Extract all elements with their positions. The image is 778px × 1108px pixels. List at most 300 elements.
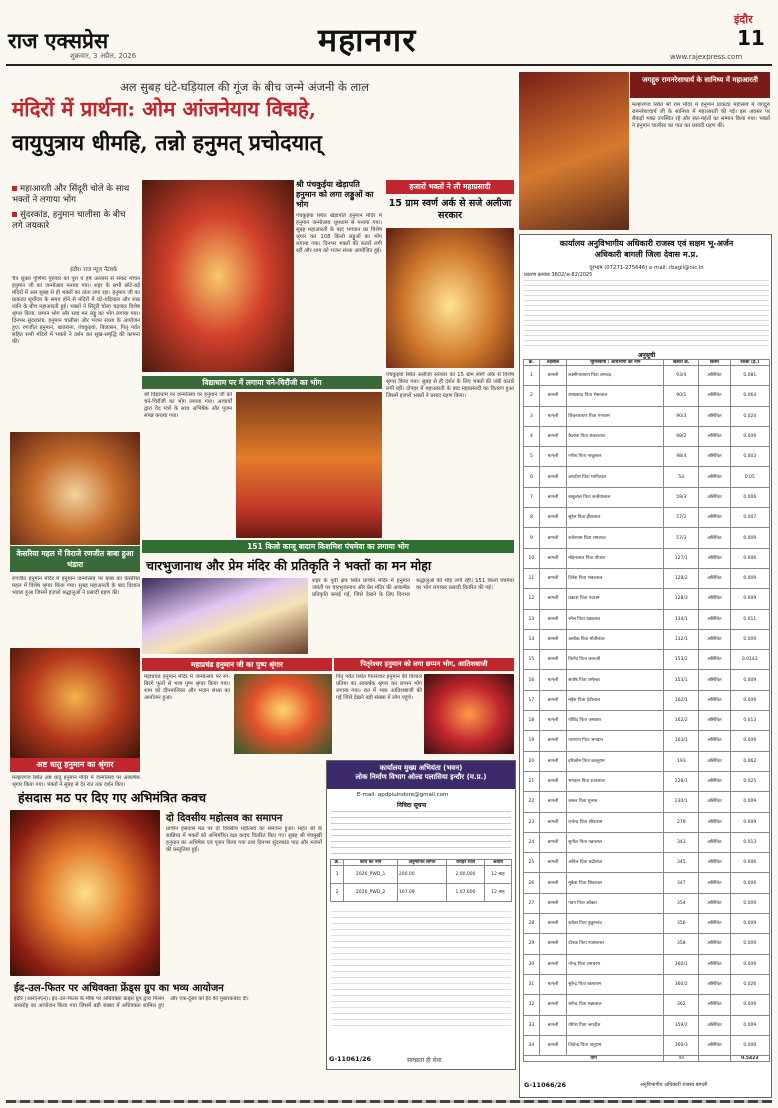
notice-table-row-cell: अशोक पिता मोतीलाल — [567, 629, 664, 649]
notice-table-row-cell: बागली — [539, 873, 567, 893]
notice-table-row-cell: 17 — [524, 690, 540, 710]
notice-table-row-cell: बागली — [539, 914, 567, 934]
bullet-1 — [12, 184, 136, 206]
notice-table-row-cell: 59/3 — [664, 487, 699, 507]
notice-table-row-cell: 0.009 — [730, 995, 769, 1015]
notice-table-row-cell: लक्ष्मीनारायण पिता रामचंद्र — [567, 366, 664, 386]
notice-table-row — [524, 873, 770, 893]
mahaprachand-title-text: महाप्रचंड हनुमान जी का पुष्प श्रृंगार — [191, 660, 283, 669]
pitreshwar-body: पितृ पर्वत स्थित पितरेश्वर हनुमान की विशाल प्रतिमा का आकर्षक श्रृंगार कर छप्पन भोग लगाया गया। रात में भव्य आतिशबाजी की गई जिसे देखने बड़ी संख्या में लोग पहुंचे। — [336, 674, 422, 701]
notice-table-row-cell: 347 — [664, 873, 699, 893]
notice-table-row-cell: बागली — [539, 548, 567, 568]
notice-total-count: 44 — [664, 1056, 699, 1062]
notice-table-row-cell: बाबूलाल पिता कन्हैयालाल — [567, 487, 664, 507]
notice-table-row-cell: 0.006 — [730, 487, 769, 507]
pwd-table-row — [331, 866, 512, 884]
pwd-table-row-cell: 12 माह — [484, 866, 511, 884]
notice-table-row-cell: बागली — [539, 447, 567, 467]
notice-table-row — [524, 508, 770, 528]
notice-table-row-cell: 90/1 — [664, 386, 699, 406]
notice-table-row-cell: 32 — [524, 995, 540, 1015]
pwd-table-row-cell: 107.09 — [397, 884, 446, 902]
notice-table-row — [524, 406, 770, 426]
notice-table-row — [524, 853, 770, 873]
notice-table-row-cell: 90/3 — [664, 406, 699, 426]
notice-table-row-cell: बागली — [539, 893, 567, 913]
photo-pitreshwar — [424, 674, 514, 754]
notice-table-row-cell: बागली — [539, 974, 567, 994]
pwd-table-row — [331, 884, 512, 902]
notice-table-row-cell: 0.024 — [730, 406, 769, 426]
notice-table-row-cell: कैलाश पिता शंकरलाल — [567, 426, 664, 446]
notice-total-area: 0.5423 — [730, 1056, 769, 1062]
notice-table-row — [524, 832, 770, 852]
notice-table-row — [524, 812, 770, 832]
notice-table-row — [524, 771, 770, 791]
notice-table-row-cell: बागली — [539, 508, 567, 528]
notice-table-row-cell: हरिओम पिता कालूराम — [567, 751, 664, 771]
notice-table-row-cell: असिंचित — [699, 487, 730, 507]
notice-title1: कार्यालय अनुविभागीय अधिकारी राजस्व एवं सक्षम भू-अर्जन — [559, 239, 734, 248]
notice-table-row — [524, 690, 770, 710]
notice-phone: दूरभाष (07271-275646) e-mail: rbagli@nic.in — [589, 265, 704, 271]
notice-table-row-cell: असिंचित — [699, 366, 730, 386]
notice-table-row-cell: 0.006 — [730, 548, 769, 568]
notice-table-row — [524, 426, 770, 446]
notice-table-row-cell: 360/3 — [664, 1035, 699, 1055]
notice-table-row-cell: असिंचित — [699, 731, 730, 751]
notice-table-row — [524, 974, 770, 994]
notice-table-row-cell: 0.009 — [730, 589, 769, 609]
pwd-ad-title1: कार्यालय मुख्य अभियंता (भवन) — [379, 764, 463, 772]
notice-table-row-cell: बागली — [539, 650, 567, 670]
lead-kicker: अल सुबह घंटे-घड़ियाल की गूंज के बीच जन्मे अंजनी के लाल — [120, 80, 370, 94]
notice-table-row-cell: भगवान पिता रतनलाल — [567, 771, 664, 791]
notice-table-row — [524, 568, 770, 588]
vidyadham-body: श्री विद्याधाम पर जन्मोत्सव पर हनुमान जी को चने-चिरौंजी का भोग लगाया गया। आचार्यों द्वारा वेद मंत्रों के साथ अभिषेक और पूजन संपन्न कराया गया। — [144, 392, 232, 419]
pwd-ad-code: G-11061/26 — [329, 1055, 372, 1063]
notice-table-row-cell: 11 — [524, 568, 540, 588]
notice-table-row-cell: असिंचित — [699, 934, 730, 954]
notice-table-row-cell: 128/3 — [664, 589, 699, 609]
section-title: महानगर — [318, 21, 417, 59]
kaju-banner — [142, 540, 514, 553]
notice-col-header: क्र. — [524, 360, 540, 366]
pwd-col-header: अवधि — [484, 860, 511, 866]
notice-table-row — [524, 487, 770, 507]
eid-title: ईद-उल-फितर पर अधिवक्ता फ्रेंड्स ग्रुप का भव्य आयोजन — [14, 983, 224, 994]
ashtdhatu-caption-text: अष्ट धातु हनुमान का श्रृंगार — [36, 760, 114, 769]
notice-table-row-cell: 14 — [524, 629, 540, 649]
notice-table-row-cell: असिंचित — [699, 893, 730, 913]
notice-table-row-cell: असिंचित — [699, 589, 730, 609]
notice-table-row-cell: बागली — [539, 487, 567, 507]
notice-table-row-cell: बागली — [539, 934, 567, 954]
notice-table-row-cell: 9 — [524, 528, 540, 548]
notice-table-row-cell: 0.025 — [730, 771, 769, 791]
notice-table-row-cell: असिंचित — [699, 873, 730, 893]
notice-table-row-cell: 162/2 — [664, 711, 699, 731]
notice-col-header: भूमिस्वामी / अधिभोगी का नाम — [567, 360, 664, 366]
notice-table-row-cell: शिवनारायण पिता गंगाराम — [567, 406, 664, 426]
notice-table-row-cell: 0.05 — [730, 467, 769, 487]
notice-table-row-cell: 153/2 — [664, 650, 699, 670]
pitreshwar-title — [334, 658, 514, 671]
mahaprachand-title — [142, 658, 332, 671]
notice-table-row — [524, 751, 770, 771]
notice-table-row — [524, 589, 770, 609]
notice-table-row-cell: 0.009 — [730, 528, 769, 548]
mahaprasadi-body: पंचकुइया स्थित अलीजा सरकार का 15 ग्राम स्वर्ण अर्क से विशेष श्रृंगार किया गया। सुबह से ही दर्शन के लिए भक्तों की लंबी कतारें लगी रहीं। दोपहर में महाआरती के बाद महाप्रसादी का वितरण हुआ जिसमें हजारों भक्तों ने प्रसाद ग्रहण किया। — [386, 372, 514, 399]
notice-table-row-cell: 24 — [524, 832, 540, 852]
notice-table-row-cell: 0.009 — [730, 893, 769, 913]
notice-table-row-cell: विनोद पिता लालजी — [567, 650, 664, 670]
notice-table-row — [524, 1035, 770, 1055]
notice-table-row-cell: 0.009 — [730, 1015, 769, 1035]
ashtdhatu-caption — [10, 758, 140, 772]
notice-table-row-cell: असिंचित — [699, 650, 730, 670]
notice-table-row-cell: पवन पिता ओंकार — [567, 893, 664, 913]
notice-table-row-cell: बागली — [539, 711, 567, 731]
notice-table-row-cell: महेश पिता देवीलाल — [567, 690, 664, 710]
pwd-table-wrap — [330, 859, 512, 902]
pwd-col-header: अनुमानित लागत — [397, 860, 446, 866]
notice-table-row-cell: धर्मेन्द्र पिता मन्नालाल — [567, 995, 664, 1015]
notice-table-row — [524, 629, 770, 649]
notice-table-row-cell: 3 — [524, 406, 540, 426]
right-story-body: मल्हारगंज स्थित श्री राम मंदिर में हनुमान प्राकट्य महोत्सव में जगद्गुरु रामनरेशाचार्य जी के सानिध्य में महाआरती की गई। इस अवसर पर सैकड़ों भक्त उपस्थित रहे और संत-महंतों का सम्मान किया गया। भक्तों ने हनुमान चालीसा का पाठ कर प्रसादी ग्रहण की। — [632, 102, 770, 129]
notice-table-row-cell: 5 — [524, 447, 540, 467]
notice-table-row-cell: अनिल पिता बद्रीलाल — [567, 853, 664, 873]
notice-table-row-cell: 162/1 — [664, 690, 699, 710]
bullet-1-text: महाआरती और सिंदूरी चोले के साथ भक्तों ने लगाया भोग — [12, 184, 130, 205]
notice-table-row — [524, 650, 770, 670]
notice-section-title: अनुसूची — [637, 352, 656, 359]
notice-table-row-cell: बागली — [539, 832, 567, 852]
notice-table-row-cell: असिंचित — [699, 792, 730, 812]
masthead — [0, 0, 778, 72]
notice-table-row-cell: 354 — [664, 893, 699, 913]
notice-table-row-cell: 0.081 — [730, 366, 769, 386]
notice-title2: अधिकारी बागली जिला देवास म.प्र. — [594, 250, 699, 259]
notice-table-row-cell: दीपक पिता श्यामलाल — [567, 934, 664, 954]
notice-table-row-cell: 0.009 — [730, 568, 769, 588]
notice-table-row-cell: बागली — [539, 426, 567, 446]
pwd-ad-email: E-mail: apdpiuindore@gmail.com — [357, 792, 449, 798]
notice-table-row-cell: असिंचित — [699, 1015, 730, 1035]
notice-table-row-cell: 4 — [524, 426, 540, 446]
notice-table-row-cell: 98/4 — [664, 447, 699, 467]
notice-table-row — [524, 893, 770, 913]
notice-table-row-cell: 127/1 — [664, 548, 699, 568]
notice-table-row-cell: बागली — [539, 731, 567, 751]
notice-table-row-cell: बागली — [539, 528, 567, 548]
notice-table-row-cell: असिंचित — [699, 954, 730, 974]
notice-table-row-cell: 33 — [524, 1015, 540, 1035]
notice-table-row-cell: 193 — [664, 751, 699, 771]
kesariya-body: रणजीत हनुमान मंदिर में हनुमान जन्मोत्सव पर बाबा का केसरिया महल में विशेष श्रृंगार किया गया। सुबह महाआरती के बाद विशाल भंडारा हुआ जिसमें हजारों श्रद्धालुओं ने प्रसादी ग्रहण की। — [12, 576, 140, 596]
notice-table-row-cell: बागली — [539, 812, 567, 832]
notice-table-row — [524, 934, 770, 954]
notice-table-row — [524, 366, 770, 386]
notice-table-row-cell: 27 — [524, 893, 540, 913]
mahaprasadi-story — [386, 180, 514, 222]
notice-table-row-cell: 21 — [524, 771, 540, 791]
notice-table-row-cell: 279 — [664, 812, 699, 832]
notice-table-row — [524, 467, 770, 487]
byline: इंदौर। राज न्यूज नेटवर्क — [70, 267, 118, 273]
brand-logo: राज एक्सप्रेस — [8, 28, 109, 53]
notice-table-row-cell: असिंचित — [699, 812, 730, 832]
notice-table-row-cell: 0.007 — [730, 508, 769, 528]
notice-table-row-cell: 132/1 — [664, 629, 699, 649]
notice-table-row-cell: असिंचित — [699, 995, 730, 1015]
notice-table-row — [524, 954, 770, 974]
issue-date: शुक्रवार, 3 अप्रैल, 2026 — [70, 52, 137, 60]
notice-table-row-cell: असिंचित — [699, 406, 730, 426]
right-story-title — [630, 72, 770, 98]
notice-table-row-cell: रमेश पिता धन्नालाल — [567, 609, 664, 629]
notice-table-row-cell: बागली — [539, 1035, 567, 1055]
page-number: 11 — [737, 26, 765, 50]
pwd-ad-header — [327, 761, 515, 789]
notice-table-row-cell: 13 — [524, 609, 540, 629]
notice-table-row-cell: रामप्रसाद पिता भेरूलाल — [567, 386, 664, 406]
notice-table-row-cell: 153/1 — [664, 670, 699, 690]
pwd-col-header: कार्य का नाम — [344, 860, 397, 866]
notice-table-row — [524, 609, 770, 629]
panchkuiya-story — [296, 180, 382, 372]
notice-table-row-cell: 10 — [524, 548, 540, 568]
photo-ramnareshacharya — [519, 72, 629, 230]
notice-table-row — [524, 914, 770, 934]
notice-col-header: खसरा क्र. — [664, 360, 699, 366]
notice-table-row-cell: 0.009 — [730, 1035, 769, 1055]
notice-table-row-cell: बागली — [539, 853, 567, 873]
notice-table-row-cell: 22 — [524, 792, 540, 812]
pwd-ad-slogan: स्वच्छता ही सेवा — [407, 1057, 442, 1064]
notice-table-row-cell: सुरेश पिता हीरालाल — [567, 508, 664, 528]
photo-panchkuiya — [142, 180, 294, 372]
notice-table-row-cell: 343 — [664, 832, 699, 852]
notice-table-row-cell: 0.003 — [730, 447, 769, 467]
photo-charbhuja — [142, 578, 308, 654]
notice-table-row-cell: बागली — [539, 1015, 567, 1035]
notice-table-row-cell: 0.006 — [730, 873, 769, 893]
notice-table-row-cell: 0.0143 — [730, 650, 769, 670]
notice-table-row-cell: असिंचित — [699, 1035, 730, 1055]
notice-table-row-cell: 15 — [524, 650, 540, 670]
notice-code: G-11066/26 — [524, 1081, 567, 1089]
notice-col-header: तहसील — [539, 360, 567, 366]
notice-table-row-cell: 26 — [524, 873, 540, 893]
notice-table-row — [524, 995, 770, 1015]
photo-hansdas — [10, 810, 160, 976]
notice-table-row-cell: 0.013 — [730, 832, 769, 852]
notice-table-row-cell: राकेश पिता हुकुमचंद — [567, 914, 664, 934]
pwd-table-row-cell: 2,00,000 — [447, 866, 485, 884]
mahaprachand-body: महाप्रचंड हनुमान मंदिर में जन्मोत्सव पर रंग-बिरंगे फूलों से भव्य पुष्प श्रृंगार किया गया। शाम को दीपमालिका और भजन संध्या का आयोजन हुआ। — [144, 674, 230, 701]
notice-table-row-cell: राजेन्द्र पिता सीताराम — [567, 812, 664, 832]
pwd-table-row-cell: 200.00 — [397, 866, 446, 884]
notice-table-row-cell: 0.009 — [730, 731, 769, 751]
pwd-col-header: धरोहर राशि — [447, 860, 485, 866]
lead-bullets — [12, 184, 136, 232]
pwd-tender-ad — [326, 760, 516, 1070]
notice-table-row-cell: योगेश पिता जगदीश — [567, 1015, 664, 1035]
kaju-banner-text: 151 किलो काजू बादाम किशमिश पंचमेवा का लगाया भोग — [247, 542, 409, 551]
notice-table-row-cell: 0.006 — [730, 853, 769, 873]
notice-table-row-cell: 30 — [524, 954, 540, 974]
notice-table-row-cell: 0.011 — [730, 609, 769, 629]
notice-table-row-cell: गोविंद पिता जगन्नाथ — [567, 711, 664, 731]
notice-table-row-cell: 0.009 — [730, 792, 769, 812]
notice-table-row-cell: बागली — [539, 568, 567, 588]
notice-table-row-cell: दिनेश पिता भंवरलाल — [567, 568, 664, 588]
notice-table-row-cell: बागली — [539, 467, 567, 487]
pwd-table — [330, 859, 512, 902]
notice-table-row-cell: असिंचित — [699, 771, 730, 791]
notice-table-row-cell: 0.064 — [730, 386, 769, 406]
notice-table-row-cell: 54 — [664, 467, 699, 487]
notice-table-row-cell: 0.009 — [730, 954, 769, 974]
notice-case-no: प्रकरण क्रमांक 3602/अ-82/2025 — [524, 272, 593, 278]
notice-table-row-cell: 2 — [524, 386, 540, 406]
notice-table-row-cell: राधेश्याम पिता रामलाल — [567, 528, 664, 548]
notice-table-row-cell: 360/1 — [664, 954, 699, 974]
notice-table-row-cell: 128/2 — [664, 568, 699, 588]
hansdas-body: प्राचीन हंसदास मठ पर दो दिवसीय महोत्सव का समापन हुआ। महंत श्री के सान्निध्य में भक्तों को अभिमंत्रित रक्षा कवच वितरित किए गए। सुबह श्री पंचमुखी हनुमान का अभिषेक एवं पूजन किया गया तथा दिनभर सुंदरकांड पाठ और भजनों की प्रस्तुतियां हुईं। — [166, 826, 322, 853]
notice-table-row-cell: असिंचित — [699, 974, 730, 994]
notice-total-row — [524, 1056, 770, 1062]
notice-table-row-cell: बागली — [539, 609, 567, 629]
notice-table-row-cell: 98/2 — [664, 426, 699, 446]
notice-table-row-cell: 7 — [524, 487, 540, 507]
notice-table-row-cell: बागली — [539, 589, 567, 609]
notice-table-row-cell: 25 — [524, 853, 540, 873]
notice-table-wrap — [523, 359, 770, 1062]
notice-table-row-cell: असिंचित — [699, 426, 730, 446]
notice-table-row-cell: 0.009 — [730, 812, 769, 832]
notice-table-row-cell: बागली — [539, 386, 567, 406]
photo-vidyadham — [236, 392, 382, 538]
pwd-table-row-cell: 2 — [331, 884, 344, 902]
notice-table-row-cell: 93/4 — [664, 366, 699, 386]
notice-table-row — [524, 731, 770, 751]
photo-alija-sarkar — [386, 228, 514, 368]
lead-headline-red: मंदिरों में प्रार्थना: ओम आंजनेयाय विद्महे, — [12, 97, 317, 121]
notice-table-row-cell: 362 — [664, 995, 699, 1015]
notice-table-row-cell: मुकेश पिता शिवलाल — [567, 873, 664, 893]
notice-table-row-cell: असिंचित — [699, 690, 730, 710]
notice-table-row-cell: नरेन्द्र पिता रामचरण — [567, 954, 664, 974]
notice-table-row-cell: असिंचित — [699, 914, 730, 934]
pwd-col-header: क्र. — [331, 860, 344, 866]
notice-table-row-cell: बागली — [539, 751, 567, 771]
notice-table-row-cell: 20 — [524, 751, 540, 771]
pwd-table-row-cell: 12 माह — [484, 884, 511, 902]
notice-table-row — [524, 548, 770, 568]
pwd-table-row-cell: 2026_PWD_1 — [344, 866, 397, 884]
notice-table-row-cell: 230/1 — [664, 792, 699, 812]
notice-table — [523, 359, 770, 1062]
charbhuja-title: चारभुजानाथ और प्रेम मंदिर की प्रतिकृति ने भक्तों का मन मोहा — [146, 558, 432, 573]
notice-table-row-cell: असिंचित — [699, 548, 730, 568]
vidyadham-title — [142, 376, 382, 389]
lead-body: चैत्र शुक्ल पूर्णिमा गुरुवार को पूरा व हर्ष उल्लास से संकट मोचन हनुमान जी का जन्मोत्सव मनाया गया। शहर के सभी छोटे-बड़े मंदिरों में अल सुबह से ही भक्तों का तांता लगा रहा। हनुमान जी का प्राकट्य सूर्योदय के समय होने से मंदिरों में घंटे-घड़ियाल और शंख ध्वनि के बीच महाआरती हुई। भक्तों ने सिंदूरी चोला चढ़ाकर विशेष श्रृंगार किया, छप्पन भोग और सवा मन लड्डू का भोग लगाया गया। दिनभर सुंदरकांड, हनुमान चालीसा और भजन संध्या के आयोजन हुए। रणजीत हनुमान, खजराना, पंचकुइया, बिजासन, पितृ पर्वत सहित सभी मंदिरों में भक्तों ने दर्शन कर सुख-समृद्धि की कामना की। — [12, 276, 140, 345]
lead-headline-black: वायुपुत्राय धीमहि, तन्नो हनुमत् प्रचोदयात् — [12, 131, 322, 156]
pwd-ad-subtitle: निविदा सूचना — [397, 802, 427, 809]
notice-table-row-cell: 16 — [524, 670, 540, 690]
notice-table-row-cell: 228/1 — [664, 771, 699, 791]
notice-table-row-cell: असिंचित — [699, 670, 730, 690]
notice-table-row-cell: 134/1 — [664, 609, 699, 629]
notice-table-row-cell: प्रकाश पिता नंदराम — [567, 589, 664, 609]
notice-table-row-cell: 28 — [524, 914, 540, 934]
notice-col-header: किस्म — [699, 360, 730, 366]
bullet-2 — [12, 210, 136, 232]
city-name: इंदौर — [734, 13, 753, 26]
notice-table-row-cell: 0.009 — [730, 934, 769, 954]
notice-table-row — [524, 792, 770, 812]
notice-table-row-cell: 0.009 — [730, 690, 769, 710]
notice-table-row-cell: सुरेन्द्र पिता बालाराम — [567, 974, 664, 994]
notice-table-row-cell: 0.026 — [730, 974, 769, 994]
eid-body: इंदौर (आरएनएन)। ईद-उल-फितर के मौके पर अधिवक्ता फ्रेंड्स ग्रुप द्वारा मिलन समारोह का आयोजन किया गया जिसमें बड़ी संख्या में अधिवक्ता शामिल हुए और एक-दूसरे को ईद की मुबारकबाद दी। — [14, 996, 249, 1009]
notice-table-row — [524, 711, 770, 731]
pitreshwar-title-text: पितृरेश्वर हनुमान को लगा छप्पन भोग, आतिशबाजी — [360, 660, 488, 668]
right-story-title-text: जगद्गुरु रामनरेशाचार्य के सानिध्य में महाआरती — [642, 76, 758, 84]
notice-table-row-cell: नारायण पिता भगवान — [567, 731, 664, 751]
notice-table-row-cell: बागली — [539, 954, 567, 974]
notice-table-row-cell: 0.062 — [730, 751, 769, 771]
notice-table-row-cell: असिंचित — [699, 508, 730, 528]
notice-table-row-cell: बागली — [539, 670, 567, 690]
notice-table-row-cell: असिंचित — [699, 386, 730, 406]
ashtdhatu-body: मल्हारगंज स्थित अष्ट धातु हनुमान मंदिर में जन्मोत्सव पर आकर्षक श्रृंगार किया गया। भक्तों ने सुबह से देर रात तक दर्शन किए। — [12, 775, 140, 788]
pwd-ad-title2: लोक निर्माण विभाग ओल्ड पलासिया इन्दौर (म.प्र.) — [355, 773, 487, 781]
hansdas-title: हंसदास मठ पर दिए गए अभिमंत्रित कवच — [18, 790, 207, 805]
photo-mahaprachand — [234, 674, 332, 754]
notice-table-row-cell: गणेश पिता नाथूलाल — [567, 447, 664, 467]
notice-table-row-cell: 345 — [664, 853, 699, 873]
notice-table-row — [524, 670, 770, 690]
notice-table-row-cell: 0.013 — [730, 711, 769, 731]
notice-table-row-cell: 0.009 — [730, 629, 769, 649]
notice-table-row-cell: असिंचित — [699, 832, 730, 852]
notice-table-row-cell: 0.009 — [730, 670, 769, 690]
notice-table-row-cell: 0.009 — [730, 426, 769, 446]
notice-table-row-cell: 34 — [524, 1035, 540, 1055]
notice-table-row-cell: असिंचित — [699, 629, 730, 649]
photo-ranjeet-hanuman — [10, 432, 140, 545]
notice-table-row-cell: बागली — [539, 771, 567, 791]
notice-table-row-cell: असिंचित — [699, 711, 730, 731]
pwd-table-row-cell: 1,07,600 — [447, 884, 485, 902]
hansdas-subhead: दो दिवसीय महोत्सव का समापन — [166, 813, 283, 824]
mahaprasadi-subhead: 15 ग्राम स्वर्ण अर्क से सजे अलीजा सरकार — [388, 198, 512, 221]
notice-table-row-cell: असिंचित — [699, 609, 730, 629]
bullet-2-text: सुंदरकांड, हनुमान चालीसा के बीच लगे जयकारे — [12, 210, 126, 231]
notice-table-row-cell: असिंचित — [699, 447, 730, 467]
notice-table-row-cell: 163/1 — [664, 731, 699, 751]
notice-table-row-cell: 0.009 — [730, 914, 769, 934]
notice-table-row-cell: 57/2 — [664, 508, 699, 528]
notice-signature: अनुविभागीय अधिकारी राजस्व बागली — [640, 1082, 708, 1088]
charbhuja-body: शहर के पूर्वी क्षेत्र स्थित प्राचीन मंदिर में हनुमान जयंती पर चारभुजानाथ और प्रेम मंदिर की आकर्षक प्रतिकृति बनाई गई, जिसे देखने के लिए दिनभर श्रद्धालुओं की भीड़ लगी रही। 151 किलो पंचमेवा का भोग लगाकर प्रसादी वितरित की गई। — [312, 578, 514, 598]
notice-table-row-cell: बागली — [539, 406, 567, 426]
notice-table-row — [524, 528, 770, 548]
